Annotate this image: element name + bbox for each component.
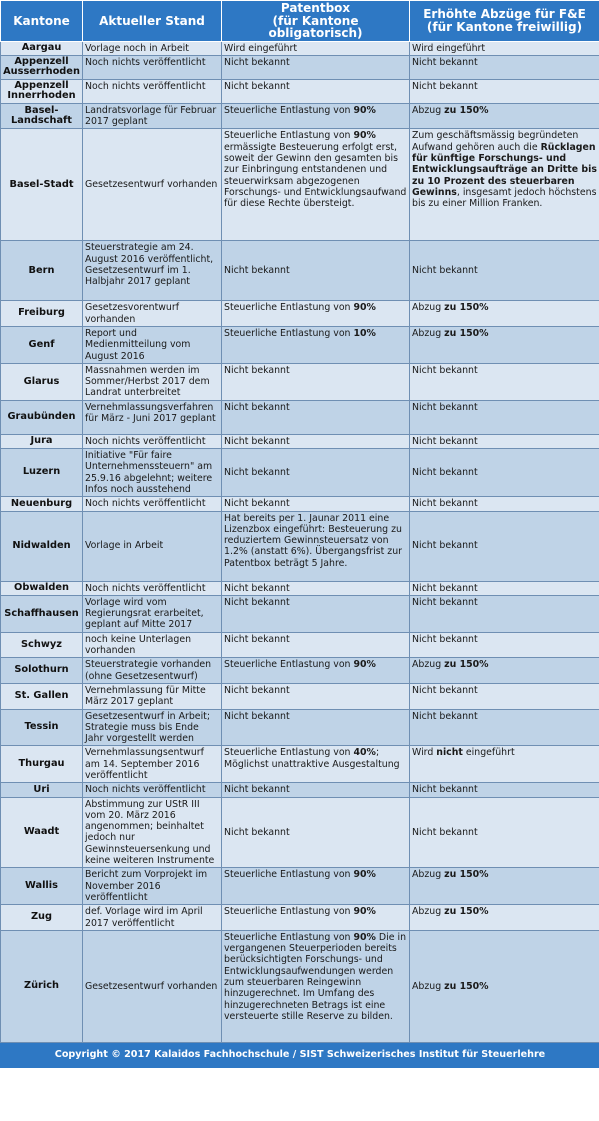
canton-name: St. Gallen <box>1 683 83 709</box>
emphasis-text: 90% <box>353 302 376 314</box>
emphasis-text: 90% <box>353 130 376 142</box>
status-cell <box>83 511 222 581</box>
cell-text: Abzug <box>412 980 445 992</box>
emphasis-text: zu 150% <box>444 869 489 881</box>
patentbox-cell <box>222 497 410 511</box>
abzuege-cell <box>410 400 599 434</box>
cell-text: Nicht bekannt <box>412 401 478 413</box>
patentbox-cell <box>222 709 410 746</box>
cell-text: Wird eingeführt <box>412 42 486 54</box>
table-row <box>1 241 599 301</box>
cell-text: Nicht bekannt <box>224 596 290 608</box>
cell-text: Nicht bekannt <box>224 56 290 68</box>
status-cell <box>83 930 222 1042</box>
cell-text: Nicht bekannt <box>412 582 478 594</box>
cell-text: Vernehmlassung für Mitte März 2017 geplant <box>85 684 206 708</box>
cell-text: Steuerstrategie vorhanden (ohne Gesetzesentwurf) <box>85 659 212 682</box>
canton-name: Tessin <box>1 709 83 746</box>
emphasis-text: 90% <box>353 906 376 918</box>
cell-text: Abzug <box>412 104 445 116</box>
patentbox-cell <box>222 746 410 783</box>
status-cell <box>83 746 222 783</box>
emphasis-text: zu 150% <box>444 659 489 671</box>
cell-text: Steuerliche Entlastung von <box>224 327 354 339</box>
cell-text: Nicht bekannt <box>224 826 290 838</box>
abzuege-cell <box>410 241 599 301</box>
abzuege-cell <box>410 511 599 581</box>
cell-text: Abzug <box>412 906 445 918</box>
emphasis-text: zu 150% <box>444 980 489 992</box>
patentbox-cell <box>222 129 410 241</box>
cell-text: Noch nichts veröffentlicht <box>85 56 206 68</box>
canton-name: Genf <box>1 326 83 363</box>
patentbox-cell <box>222 511 410 581</box>
table-row <box>1 400 599 434</box>
cell-text: Vernehmlassungsentwurf am 14. September 2016 veröffentlicht <box>85 747 204 781</box>
abzuege-cell <box>410 129 599 241</box>
table-row <box>1 797 599 868</box>
header-aktueller-stand: Aktueller Stand <box>83 1 222 42</box>
table-row <box>1 79 599 103</box>
table-body <box>1 41 599 1042</box>
canton-name: Schaffhausen <box>1 595 83 632</box>
emphasis-text: nicht <box>436 747 463 759</box>
abzuege-cell <box>410 41 599 55</box>
table-row <box>1 41 599 55</box>
cell-text: Vernehmlassungsverfahren für März - Juni 2017 geplant <box>85 401 216 425</box>
cell-text: Initiative "Für faire Unternehmenssteuern" am 25.9.16 abgelehnt; weitere Infos noch ausstehend <box>85 450 213 495</box>
cell-text: Gesetzesvorentwurf vorhanden <box>85 302 180 325</box>
abzuege-cell <box>410 103 599 129</box>
abzuege-cell <box>410 497 599 511</box>
cell-text: Landratsvorlage für Februar 2017 geplant <box>85 104 217 128</box>
cell-text: Abzug <box>412 302 445 314</box>
patentbox-cell <box>222 55 410 79</box>
abzuege-cell <box>410 55 599 79</box>
status-cell <box>83 41 222 55</box>
patentbox-cell <box>222 301 410 327</box>
abzuege-cell <box>410 868 599 905</box>
cell-text: Nicht bekannt <box>412 710 478 722</box>
cell-text: Noch nichts veröffentlicht <box>85 80 206 92</box>
abzuege-cell <box>410 783 599 797</box>
table-row <box>1 746 599 783</box>
patentbox-cell <box>222 868 410 905</box>
header-erhoehte-abzuege: Erhöhte Abzüge für F&E (für Kantone freiwillig) <box>410 1 599 42</box>
patentbox-cell <box>222 449 410 497</box>
cell-text: ermässigte Besteuerung erfolgt erst, soweit der Gewinn den gesamten bis zur Einbringung entstandenen und steuerwirksam abgezogenen Forschungs- und Entwicklungsaufwand für diese Rechte übersteigt. <box>224 141 407 210</box>
table-row <box>1 497 599 511</box>
cell-text: Report und Medienmitteilung vom August 2016 <box>85 327 191 362</box>
cell-text: Nicht bekannt <box>224 582 290 594</box>
abzuege-cell <box>410 449 599 497</box>
cell-text: Abzug <box>412 327 445 339</box>
cell-text: Nicht bekannt <box>412 826 478 838</box>
abzuege-cell <box>410 79 599 103</box>
canton-name: Obwalden <box>1 581 83 595</box>
emphasis-text: Rücklagen für künftige Forschungs- und Entwicklungsaufträge an Dritte bis zu 10 Prozent des steuerbaren Gewinns <box>412 141 597 198</box>
cell-text: Zum geschäftsmässig begründeten Aufwand gehören auch die <box>412 130 579 153</box>
table-row <box>1 632 599 658</box>
table-row <box>1 683 599 709</box>
status-cell <box>83 129 222 241</box>
patentbox-cell <box>222 363 410 400</box>
status-cell <box>83 434 222 448</box>
canton-name: Basel-Landschaft <box>1 103 83 129</box>
abzuege-cell <box>410 301 599 327</box>
canton-name: Schwyz <box>1 632 83 658</box>
cell-text: Nicht bekannt <box>224 710 290 722</box>
patentbox-cell <box>222 79 410 103</box>
emphasis-text: 90% <box>353 931 376 943</box>
cell-text: Abstimmung zur UStR III vom 20. März 2016 angenommen; beinhaltet jedoch nur Gewinnsteuersenkung und keine weiteren Instrumente <box>85 798 215 867</box>
cell-text: eingeführt <box>462 747 515 759</box>
cell-text: Nicht bekannt <box>412 265 478 277</box>
patentbox-cell <box>222 783 410 797</box>
abzuege-cell <box>410 363 599 400</box>
status-cell <box>83 326 222 363</box>
table-row <box>1 930 599 1042</box>
emphasis-text: zu 150% <box>444 302 489 314</box>
cell-text: , insgesamt jedoch höchstens bis zu einer Million Franken. <box>412 186 597 210</box>
abzuege-cell <box>410 434 599 448</box>
cell-text: Nicht bekannt <box>412 498 478 510</box>
canton-name: Zürich <box>1 930 83 1042</box>
table-row <box>1 326 599 363</box>
patentbox-cell <box>222 400 410 434</box>
patentbox-cell <box>222 797 410 868</box>
cell-text: Nicht bekannt <box>224 498 290 510</box>
canton-name: Aargau <box>1 41 83 55</box>
canton-name: Glarus <box>1 363 83 400</box>
emphasis-text: zu 150% <box>444 906 489 918</box>
cell-text: Nicht bekannt <box>412 633 478 645</box>
table-row <box>1 363 599 400</box>
cell-text: Nicht bekannt <box>224 784 290 796</box>
canton-name: Jura <box>1 434 83 448</box>
status-cell <box>83 632 222 658</box>
status-cell <box>83 241 222 301</box>
cell-text: Massnahmen werden im Sommer/Herbst 2017 dem Landrat unterbreitet <box>85 364 210 399</box>
cell-text: Nicht bekannt <box>224 684 290 696</box>
canton-name: Graubünden <box>1 400 83 434</box>
abzuege-cell <box>410 797 599 868</box>
patentbox-cell <box>222 595 410 632</box>
cell-text: Nicht bekannt <box>412 540 478 552</box>
table-row <box>1 581 599 595</box>
canton-name: Appenzell Innerrhoden <box>1 79 83 103</box>
emphasis-text: 90% <box>353 104 376 116</box>
table-row <box>1 301 599 327</box>
status-cell <box>83 301 222 327</box>
table-header-row <box>1 1 599 42</box>
status-cell <box>83 581 222 595</box>
cell-text: Abzug <box>412 869 445 881</box>
status-cell <box>83 497 222 511</box>
cell-text: Nicht bekannt <box>224 435 290 447</box>
cell-text: def. Vorlage wird im April 2017 veröffentlicht <box>85 906 203 929</box>
cell-text: Bericht zum Vorprojekt im November 2016 veröffentlicht <box>85 869 208 903</box>
cell-text: Nicht bekannt <box>412 56 478 68</box>
abzuege-cell <box>410 326 599 363</box>
cell-text: Steuerliche Entlastung von <box>224 659 354 671</box>
cell-text: Nicht bekannt <box>412 80 478 92</box>
canton-name: Wallis <box>1 868 83 905</box>
header-kantone: Kantone <box>1 1 83 42</box>
status-cell <box>83 79 222 103</box>
cell-text: Vorlage wird vom Regierungsrat erarbeitet, geplant auf Mitte 2017 <box>85 596 204 631</box>
cell-text: Vorlage in Arbeit <box>85 540 164 552</box>
table-row <box>1 434 599 448</box>
abzuege-cell <box>410 581 599 595</box>
canton-name: Solothurn <box>1 658 83 684</box>
cell-text: Noch nichts veröffentlicht <box>85 582 206 594</box>
canton-name: Bern <box>1 241 83 301</box>
status-cell <box>83 683 222 709</box>
abzuege-cell <box>410 746 599 783</box>
canton-name: Luzern <box>1 449 83 497</box>
cell-text: Nicht bekannt <box>224 265 290 277</box>
canton-name: Thurgau <box>1 746 83 783</box>
emphasis-text: zu 150% <box>444 104 489 116</box>
patentbox-cell <box>222 632 410 658</box>
cell-text: Nicht bekannt <box>412 467 478 478</box>
abzuege-cell <box>410 658 599 684</box>
status-cell <box>83 55 222 79</box>
cell-text: Wird <box>412 747 437 759</box>
abzuege-cell <box>410 595 599 632</box>
table-footer-row <box>1 1042 599 1067</box>
cell-text: Nicht bekannt <box>224 80 290 92</box>
canton-name: Freiburg <box>1 301 83 327</box>
emphasis-text: 40% <box>353 747 376 759</box>
cell-text: ; Möglichst unattraktive Ausgestaltung <box>224 747 400 770</box>
cell-text: Nicht bekannt <box>224 401 290 413</box>
patentbox-cell <box>222 103 410 129</box>
cell-text: Gesetzesentwurf in Arbeit; Strategie muss bis Ende Jahr vorgestellt werden <box>85 710 211 745</box>
abzuege-cell <box>410 632 599 658</box>
patentbox-cell <box>222 930 410 1042</box>
cell-text: Steuerliche Entlastung von <box>224 130 354 142</box>
table-row <box>1 103 599 129</box>
status-cell <box>83 797 222 868</box>
canton-name: Neuenburg <box>1 497 83 511</box>
patentbox-cell <box>222 241 410 301</box>
cell-text: Noch nichts veröffentlicht <box>85 498 206 510</box>
cell-text: Die in vergangenen Steuerperioden bereits berücksichtigten Forschungs- und Entwicklungsaufwendungen werden zum steuerbaren Reingewinn hinzugerechnet. Im Umfang des hinzugerechneten Betrags ist eine versteuerte stille Reserve zu bilden. <box>224 931 407 1022</box>
table-row <box>1 783 599 797</box>
header-patentbox: Patentbox (für Kantone obligatorisch) <box>222 1 410 42</box>
status-cell <box>83 905 222 931</box>
table-row <box>1 868 599 905</box>
table-row <box>1 905 599 931</box>
status-cell <box>83 103 222 129</box>
cell-text: Nicht bekannt <box>412 596 478 608</box>
emphasis-text: 90% <box>353 869 376 881</box>
cell-text: Wird eingeführt <box>224 42 298 54</box>
patentbox-cell <box>222 434 410 448</box>
patentbox-cell <box>222 658 410 684</box>
cell-text: Nicht bekannt <box>412 684 478 696</box>
emphasis-text: 10% <box>353 327 376 339</box>
cell-text: Hat bereits per 1. Jaunar 2011 eine Lizenzbox eingeführt: Besteuerung zu reduziertem Gewinnsteuersatz von 1.2% (anstatt 6%). Übergangsfrist zur Patentbox beträgt 5 Jahre. <box>224 512 403 569</box>
cell-text: Vorlage noch in Arbeit <box>85 42 189 54</box>
table-row <box>1 595 599 632</box>
cell-text: Gesetzesentwurf vorhanden <box>85 980 218 992</box>
cell-text: Gesetzesentwurf vorhanden <box>85 179 218 191</box>
status-cell <box>83 400 222 434</box>
cell-text: noch keine Unterlagen vorhanden <box>85 633 192 657</box>
patentbox-cell <box>222 683 410 709</box>
abzuege-cell <box>410 709 599 746</box>
emphasis-text: zu 150% <box>444 327 489 339</box>
table-row <box>1 709 599 746</box>
cell-text: Steuerliche Entlastung von <box>224 747 354 759</box>
cell-text: Steuerliche Entlastung von <box>224 104 354 116</box>
cell-text: Steuerliche Entlastung von <box>224 302 354 314</box>
cell-text: Nicht bekannt <box>224 633 290 645</box>
cell-text: Nicht bekannt <box>224 467 290 478</box>
cell-text: Steuerliche Entlastung von <box>224 869 354 881</box>
canton-name: Waadt <box>1 797 83 868</box>
emphasis-text: 90% <box>353 659 376 671</box>
patentbox-cell <box>222 905 410 931</box>
canton-name: Appenzell Ausserrhoden <box>1 55 83 79</box>
table-row <box>1 449 599 497</box>
abzuege-cell <box>410 930 599 1042</box>
cell-text: Noch nichts veröffentlicht <box>85 435 206 447</box>
patentbox-cell <box>222 326 410 363</box>
table-row <box>1 511 599 581</box>
patentbox-cell <box>222 581 410 595</box>
cell-text: Nicht bekannt <box>412 364 478 376</box>
cell-text: Abzug <box>412 659 445 671</box>
canton-name: Uri <box>1 783 83 797</box>
status-cell <box>83 595 222 632</box>
status-cell <box>83 449 222 497</box>
abzuege-cell <box>410 905 599 931</box>
canton-name: Basel-Stadt <box>1 129 83 241</box>
table-row <box>1 129 599 241</box>
cell-text: Nicht bekannt <box>224 364 290 376</box>
status-cell <box>83 783 222 797</box>
cell-text: Steuerliche Entlastung von <box>224 906 354 918</box>
cell-text: Steuerliche Entlastung von <box>224 931 354 943</box>
cell-text: Noch nichts veröffentlicht <box>85 784 206 796</box>
table-row <box>1 658 599 684</box>
cell-text: Steuerstrategie am 24. August 2016 veröffentlicht, Gesetzesentwurf im 1. Halbjahr 2017 geplant <box>85 242 214 288</box>
status-cell <box>83 868 222 905</box>
canton-name: Zug <box>1 905 83 931</box>
cell-text: Nicht bekannt <box>412 435 478 447</box>
copyright-notice: Copyright © 2017 Kalaidos Fachhochschule / SIST Schweizerisches Institut für Steuerlehre <box>1 1042 599 1067</box>
canton-name: Nidwalden <box>1 511 83 581</box>
status-cell <box>83 658 222 684</box>
abzuege-cell <box>410 683 599 709</box>
table-row <box>1 55 599 79</box>
cell-text: Nicht bekannt <box>412 784 478 796</box>
status-cell <box>83 709 222 746</box>
status-cell <box>83 363 222 400</box>
patentbox-cell <box>222 41 410 55</box>
